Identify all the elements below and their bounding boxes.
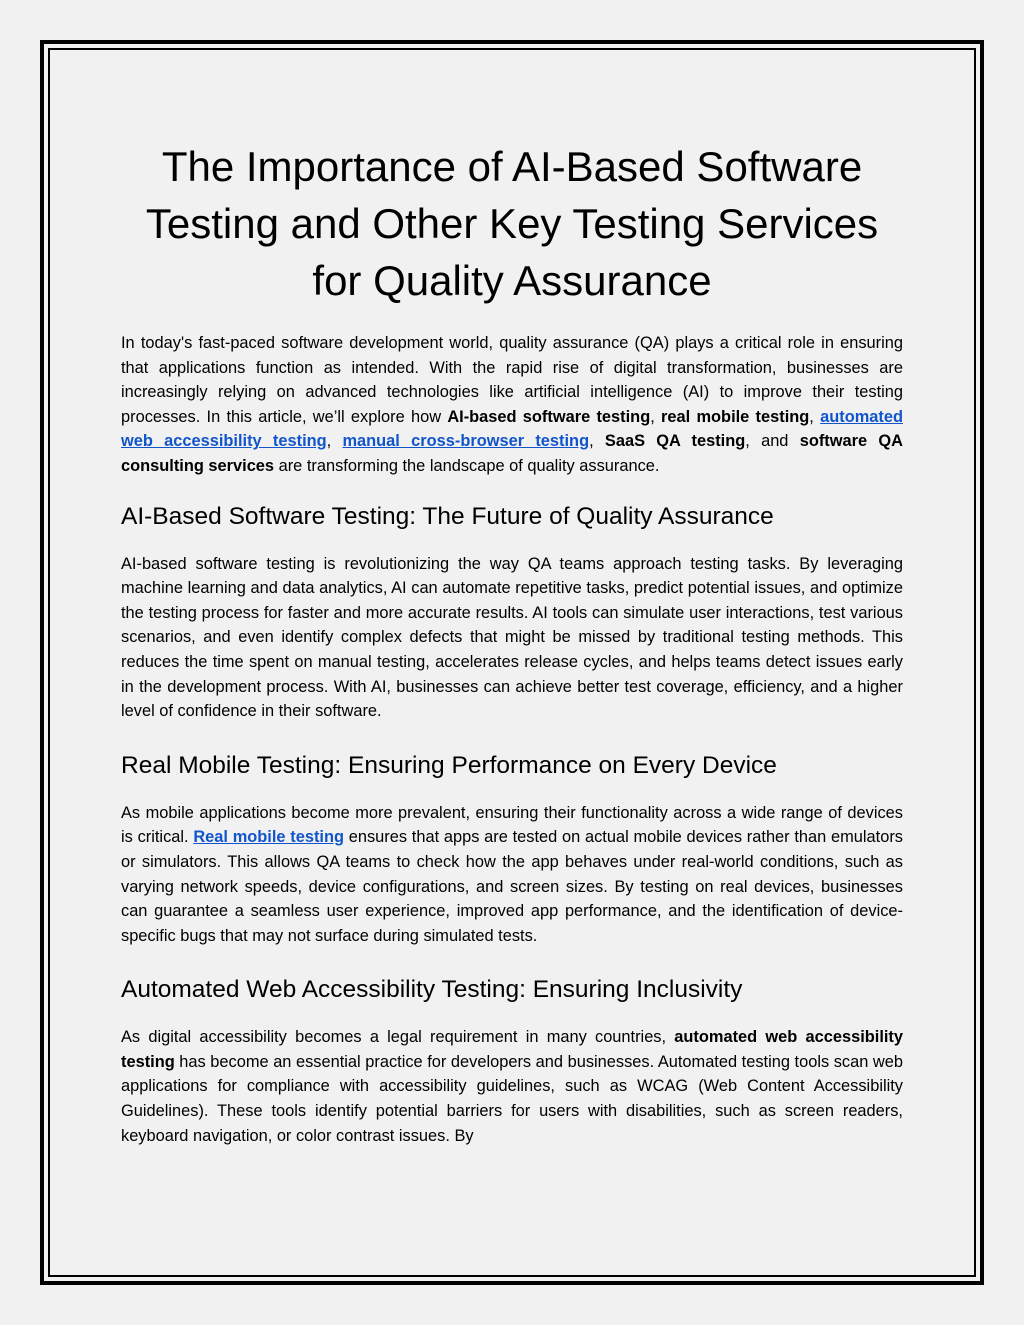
- document-content: [121, 138, 903, 1148]
- intro-text: ,: [589, 432, 605, 451]
- section-body-accessibility: [121, 1025, 903, 1148]
- access-text: As digital accessibility becomes a legal requirement in many countries,: [121, 1028, 675, 1047]
- section-body-ai-testing: AI-based software testing is revolutionizing the way QA teams approach testing tasks. By leveraging machine learning and data analytics, AI can automate repetitive tasks, predict potential issues, and optimize the testing process for faster and more accurate results. AI tools can simulate user interactions, test various scenarios, and even identify complex defects that might be missed by traditional testing methods. This reduces the time spent on manual testing, accelerates release cycles, and helps teams detect issues early in the development process. With AI, businesses can achieve better test coverage, efficiency, and a higher level of confidence in their software.: [121, 554, 903, 721]
- intro-text: ,: [326, 432, 343, 451]
- intro-bold-saas-qa: SaaS QA testing: [604, 432, 746, 451]
- section-body-real-mobile: [121, 801, 903, 949]
- link-manual-cross-browser-testing[interactable]: manual cross-browser testing: [342, 432, 590, 451]
- access-bold-automated-testing: automated web accessibility testing: [121, 1028, 903, 1071]
- section-heading-real-mobile: Real Mobile Testing: Ensuring Performance on Every Device: [121, 751, 777, 779]
- intro-bold-real-mobile: real mobile testing: [661, 407, 810, 426]
- link-real-mobile-testing[interactable]: Real mobile testing: [193, 828, 344, 847]
- section-heading-accessibility: Automated Web Accessibility Testing: Ensuring Inclusivity: [121, 976, 743, 1004]
- document-title: The Importance of AI-Based Software Testing and Other Key Testing Services for Quality Assurance: [145, 143, 879, 304]
- mobile-text: ensures that apps are tested on actual mobile devices rather than emulators or simulators. This allows QA teams to check how the app behaves under real-world conditions, such as varying network speeds, device configurations, and screen sizes. By testing on real devices, businesses can guarantee a seamless user experience, improved app performance, and the identification of device-specific bugs that may not surface during simulated tests.: [121, 828, 903, 945]
- intro-text: In today's fast-paced software development world, quality assurance (QA) plays a critical role in ensuring that applications function as intended. With the rapid rise of digital transformation, businesses are increasingly relying on advanced technologies like artificial intelligence (AI) to improve their testing processes. In this article, we’ll explore how: [121, 334, 903, 426]
- intro-text: are transforming the landscape of quality assurance.: [274, 456, 660, 475]
- intro-text: ,: [650, 407, 662, 426]
- section-heading-ai-testing: AI-Based Software Testing: The Future of Quality Assurance: [121, 502, 774, 530]
- intro-bold-qa-consulting: software QA consulting services: [121, 432, 903, 475]
- intro-bold-ai-testing: AI-based software testing: [447, 407, 651, 426]
- access-text: has become an essential practice for developers and businesses. Automated testing tools scan web applications for compliance with accessibility guidelines, such as WCAG (Web Content Accessibility Guidelines). These tools identify potential barriers for users with disabilities, such as screen readers, keyboard navigation, or color contrast issues. By: [121, 1052, 903, 1145]
- link-automated-accessibility-testing[interactable]: automated web accessibility testing: [121, 407, 903, 451]
- mobile-text: As mobile applications become more prevalent, ensuring their functionality across a wide range of devices is critical.: [121, 803, 903, 847]
- intro-text: ,: [809, 407, 821, 426]
- intro-text: , and: [745, 432, 800, 451]
- intro-paragraph: [121, 331, 903, 479]
